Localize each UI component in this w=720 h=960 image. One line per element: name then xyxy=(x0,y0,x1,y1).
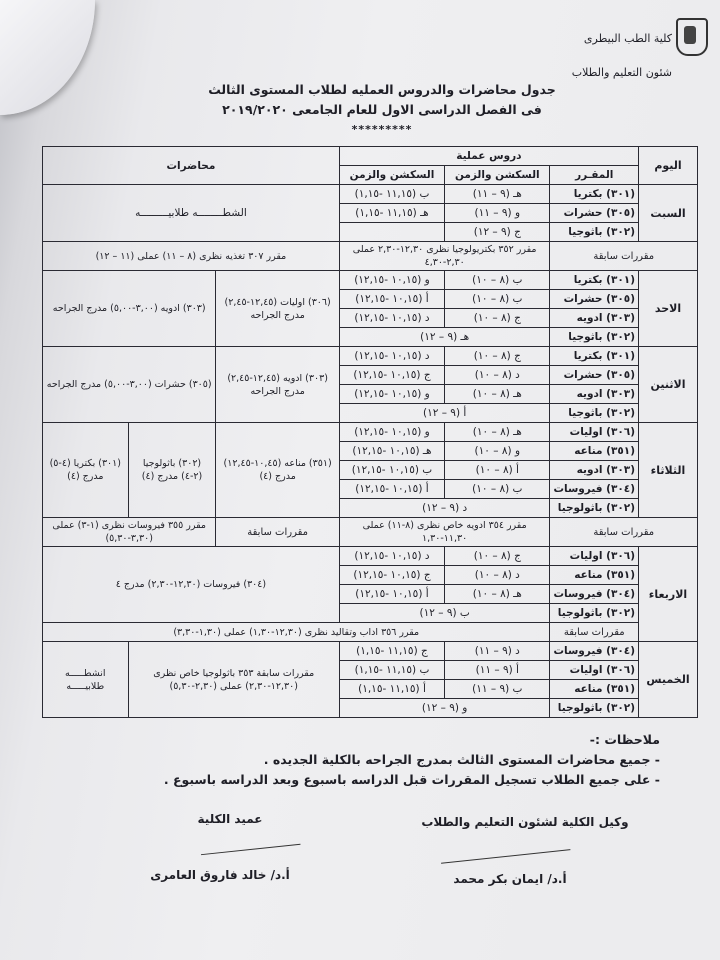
prev-course-cell: مقرر ٣٠٧ تغذيه نظرى (٨ – ١١) عملى (١١ – ١٢) xyxy=(43,242,340,271)
dean-name: أ.د/ خالد فاروق العامرى xyxy=(150,868,290,882)
table-cell: ب (١١,١٥ -١,١٥) xyxy=(339,661,444,680)
table-cell: (٣٠١) بكتريا xyxy=(550,271,639,290)
table-cell: (٣٠٥) حشرات xyxy=(550,366,639,385)
vice-dean-name: أ.د/ ايمان بكر محمد xyxy=(453,872,567,886)
table-cell: (٣٠٢) باثوجيا xyxy=(550,404,639,423)
lecture-cell: الشطــــــــه طلابيـــــــــه xyxy=(43,185,340,242)
table-cell: (٣٠٢) باثولوجيا xyxy=(550,499,639,518)
day-wed: الاربعاء xyxy=(639,547,698,642)
title-line-1: جدول محاضرات والدروس العمليه لطلاب المستوى الثالث xyxy=(208,82,556,97)
lecture-cell: (٣٠٣) ادويه (٣,٠٠-٥,٠٠) مدرج الجراحه xyxy=(43,271,216,347)
table-cell: (٣٠٢) باثولوجيا xyxy=(550,699,639,718)
table-cell: (٣٠٦) اوليات xyxy=(550,423,639,442)
table-cell: و (١٠,١٥ -١٢,١٥) xyxy=(339,271,444,290)
table-cell: ب (٨ – ١٠) xyxy=(445,271,550,290)
table-cell: ب (٩ – ١٢) xyxy=(339,604,550,623)
table-cell: ج (٩ – ١٢) xyxy=(445,223,550,242)
university-logo-icon xyxy=(676,18,708,56)
table-cell: ج (٨ – ١٠) xyxy=(445,547,550,566)
table-cell: (٣٠٣) ادويه xyxy=(550,385,639,404)
table-cell: و (٩ – ١٢) xyxy=(339,699,550,718)
table-cell: ب (٨ – ١٠) xyxy=(445,480,550,499)
table-cell: أ (١١,١٥ -١,١٥) xyxy=(339,680,444,699)
prev-courses-label: مقررات سابقة xyxy=(216,518,339,547)
table-cell: (٣٠٤) فيروسات xyxy=(550,585,639,604)
table-cell: هـ (٩ – ١١) xyxy=(445,185,550,204)
day-mon: الاثنين xyxy=(639,347,698,423)
department-name: شئون التعليم والطلاب xyxy=(571,66,672,79)
table-cell: د (٩ – ١٢) xyxy=(339,499,550,518)
prev-courses-label: مقررات سابقة xyxy=(550,242,698,271)
title-stars: ********* xyxy=(351,123,413,136)
table-cell: أ (٩ – ١١) xyxy=(445,661,550,680)
table-cell: ب (٩ – ١١) xyxy=(445,680,550,699)
vice-dean-title: وكيل الكلية لشئون التعليم والطلاب xyxy=(421,815,629,829)
prev-courses-label: مقررات سابقة xyxy=(550,623,639,642)
dean-title: عميد الكلية xyxy=(197,812,263,826)
table-cell: و (١٠,١٥ -١٢,١٥) xyxy=(339,423,444,442)
table-cell: (٣٠١) بكتريا xyxy=(550,185,639,204)
section-header-2: السكشن والزمن xyxy=(339,166,444,185)
schedule-table xyxy=(42,146,698,718)
prev-course-cell: مقرر ٣٥٤ ادويه خاص نظرى (٨-١١) عملى ١١,٣٠-١,٣٠ xyxy=(339,518,550,547)
prev-course-cell: مقرر ٣٥٦ اداب وتقاليد نظرى (١٢,٣٠-١,٣٠) عملى (١,٣٠-٣,٣٠) xyxy=(43,623,550,642)
table-cell: هـ (٩ – ١٢) xyxy=(339,328,550,347)
table-cell: ب (١١,١٥ -١,١٥) xyxy=(339,185,444,204)
table-cell: و (٨ – ١٠) xyxy=(445,442,550,461)
table-cell: ب (٨ – ١٠) xyxy=(445,290,550,309)
prev-course-cell: مقرر ٣٥٥ فيروسات نظرى (١-٣) عملى (٣,٣٠-٥,٣٠) xyxy=(43,518,216,547)
note-item: - جميع محاضرات المستوى الثالث بمدرج الجراحه بالكلية الجديده . xyxy=(263,752,660,767)
table-cell xyxy=(339,223,444,242)
table-cell: د (٩ – ١١) xyxy=(445,642,550,661)
table-cell: (٣٠٤) فيروسات xyxy=(550,480,639,499)
table-cell: هـ (١٠,١٥ -١٢,١٥) xyxy=(339,442,444,461)
table-cell: (٣٠٣) ادويه xyxy=(550,461,639,480)
letterhead xyxy=(492,14,712,84)
note-item: - على جميع الطلاب تسجيل المقررات قبل الدراسه باسبوع وبعد الدراسه باسبوع . xyxy=(163,772,660,787)
day-sat: السبت xyxy=(639,185,698,242)
table-cell: ج (١١,١٥ -١,١٥) xyxy=(339,642,444,661)
lecture-cell: (٣٥١) مناعه (١٠,٤٥-١٢,٤٥) مدرج (٤) xyxy=(216,423,339,518)
table-cell: (٣٥١) مناعه xyxy=(550,442,639,461)
table-cell: (٣٠٤) فيروسات xyxy=(550,642,639,661)
table-cell: (٣٠٥) حشرات xyxy=(550,204,639,223)
notes-section xyxy=(60,730,660,790)
lecture-cell: (٣٠٢) باثولوجيا (٢-٤) مدرج (٤) xyxy=(128,423,216,518)
table-cell: هـ (١١,١٥ -١,١٥) xyxy=(339,204,444,223)
table-cell: (٣٠١) بكتريا xyxy=(550,347,639,366)
lecture-cell: مقررات سابقة ٣٥٣ باثولوجيا خاص نظرى (١٢,٣٠-٢,٣٠) عملى (٢,٣٠-٥,٣٠) xyxy=(128,642,339,718)
table-cell: ج (٨ – ١٠) xyxy=(445,309,550,328)
table-cell: أ (١٠,١٥ -١٢,١٥) xyxy=(339,290,444,309)
table-cell: د (٨ – ١٠) xyxy=(445,566,550,585)
day-header: اليوم xyxy=(639,147,698,185)
table-cell: ب (١٠,١٥ -١٢,١٥) xyxy=(339,461,444,480)
table-cell: هـ (٨ – ١٠) xyxy=(445,585,550,604)
table-cell: أ (١٠,١٥ -١٢,١٥) xyxy=(339,585,444,604)
title-line-2: فى الفصل الدراسى الاول للعام الجامعى ٢٠١٩/٢٠٢٠ xyxy=(222,102,542,117)
table-cell: (٣٠٢) باثوجيا xyxy=(550,223,639,242)
table-cell: د (١٠,١٥ -١٢,١٥) xyxy=(339,547,444,566)
table-cell: و (١٠,١٥ -١٢,١٥) xyxy=(339,385,444,404)
table-cell: (٣٠٣) ادويه xyxy=(550,309,639,328)
table-cell: (٣٠٦) اوليات xyxy=(550,661,639,680)
prev-courses-label: مقررات سابقة xyxy=(550,518,698,547)
lecture-cell: انشطـــــه طلابيـــــه xyxy=(43,642,129,718)
lectures-header: محاضرات xyxy=(43,147,340,185)
document-title xyxy=(172,80,592,140)
notes-heading: ملاحظات :- xyxy=(589,732,660,747)
day-thu: الخميس xyxy=(639,642,698,718)
table-cell: هـ (٨ – ١٠) xyxy=(445,423,550,442)
prev-course-cell: مقرر ٣٥٢ بكتريولوجيا نظرى ١٢,٣٠-٢,٣٠ عملى ٢,٣٠-٤,٣٠ xyxy=(339,242,550,271)
table-cell: (٣٠٥) حشرات xyxy=(550,290,639,309)
table-cell: أ (٨ – ١٠) xyxy=(445,461,550,480)
section-header: السكشن والزمن xyxy=(445,166,550,185)
table-cell: هـ (٨ – ١٠) xyxy=(445,385,550,404)
table-cell: د (٨ – ١٠) xyxy=(445,366,550,385)
day-sun: الاحد xyxy=(639,271,698,347)
table-cell: د (١٠,١٥ -١٢,١٥) xyxy=(339,309,444,328)
lecture-cell: (٣٠٤) فيروسات (١٢,٣٠-٢,٣٠) مدرج ٤ xyxy=(43,547,340,623)
table-cell: (٣٠٦) اوليات xyxy=(550,547,639,566)
lecture-cell: (٣٠٣) ادويه (١٢,٤٥-٢,٤٥) مدرج الجراحه xyxy=(216,347,339,423)
table-cell: أ (٩ – ١٢) xyxy=(339,404,550,423)
table-cell: د (١٠,١٥ -١٢,١٥) xyxy=(339,347,444,366)
table-cell: أ (١٠,١٥ -١٢,١٥) xyxy=(339,480,444,499)
table-cell: (٣٥١) مناعه xyxy=(550,566,639,585)
course-header: المقـرر xyxy=(550,166,639,185)
lecture-cell: (٣٠٦) اوليات (١٢,٤٥-٢,٤٥) مدرج الجراحه xyxy=(216,271,339,347)
table-cell: و (٩ – ١١) xyxy=(445,204,550,223)
faculty-name: كلية الطب البيطرى xyxy=(583,32,672,45)
lecture-cell: (٣٠٥) حشرات (٣,٠٠-٥,٠٠) مدرج الجراحه xyxy=(43,347,216,423)
lecture-cell: (٣٠١) بكتريا (٤-٥) مدرج (٤) xyxy=(43,423,129,518)
table-cell: (٣٠٢) باثولوجيا xyxy=(550,604,639,623)
table-cell: (٣٥١) مناعه xyxy=(550,680,639,699)
practical-header: دروس عملية xyxy=(339,147,638,166)
table-cell: ج (١٠,١٥ -١٢,١٥) xyxy=(339,566,444,585)
table-cell: ج (٨ – ١٠) xyxy=(445,347,550,366)
table-cell: ج (١٠,١٥ -١٢,١٥) xyxy=(339,366,444,385)
day-tue: الثلاثاء xyxy=(639,423,698,518)
table-cell: (٣٠٢) باثوجيا xyxy=(550,328,639,347)
